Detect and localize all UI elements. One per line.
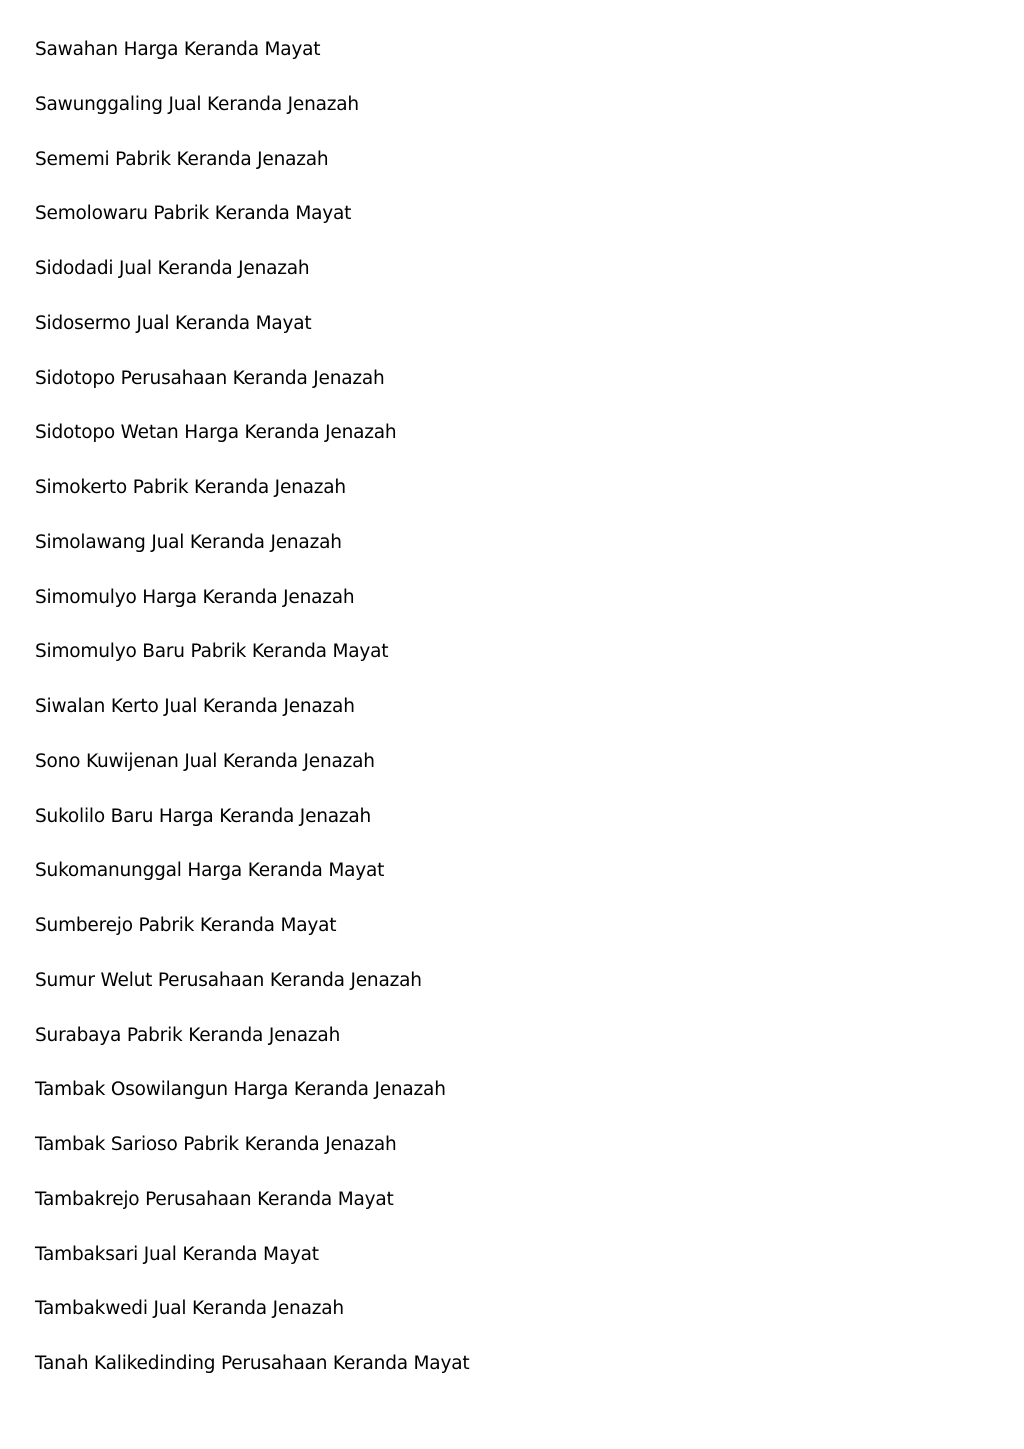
list-item: Simolawang Jual Keranda Jenazah [35,531,342,553]
list-item: Siwalan Kerto Jual Keranda Jenazah [35,696,355,717]
list-item: Sidodadi Jual Keranda Jenazah [35,258,310,279]
list-item: Simomulyo Baru Pabrik Keranda Mayat [35,641,389,663]
list-item: Tanah Kalikedinding Perusahaan Keranda Mayat [35,1353,470,1374]
list-item: Sono Kuwijenan Jual Keranda Jenazah [35,750,375,772]
list-item: Simomulyo Harga Keranda Jenazah [35,586,355,608]
list-item: Surabaya Pabrik Keranda Jenazah [35,1024,341,1046]
list-item: Sidotopo Wetan Harga Keranda Jenazah [35,422,397,444]
list-item: Tambaksari Jual Keranda Mayat [35,1243,319,1265]
list-item: Sidotopo Perusahaan Keranda Jenazah [35,367,385,389]
list-item: Tambakwedi Jual Keranda Jenazah [35,1298,344,1320]
list-item: Sukolilo Baru Harga Keranda Jenazah [35,805,372,827]
list-item: Sawahan Harga Keranda Mayat [35,39,321,60]
list-item: Semolowaru Pabrik Keranda Mayat [35,203,352,225]
list-item: Simokerto Pabrik Keranda Jenazah [35,477,346,498]
keyword-list [35,36,469,1405]
list-item: Tambak Sarioso Pabrik Keranda Jenazah [35,1134,397,1155]
list-item: Tambakrejo Perusahaan Keranda Mayat [35,1188,394,1210]
list-item: Sumur Welut Perusahaan Keranda Jenazah [35,969,422,991]
list-item: Sememi Pabrik Keranda Jenazah [35,148,329,170]
list-item: Sukomanunggal Harga Keranda Mayat [35,860,385,882]
list-item: Sumberejo Pabrik Keranda Mayat [35,915,337,936]
list-item: Sawunggaling Jual Keranda Jenazah [35,93,359,115]
list-item: Sidosermo Jual Keranda Mayat [35,312,312,334]
list-item: Tambak Osowilangun Harga Keranda Jenazah [35,1079,446,1101]
